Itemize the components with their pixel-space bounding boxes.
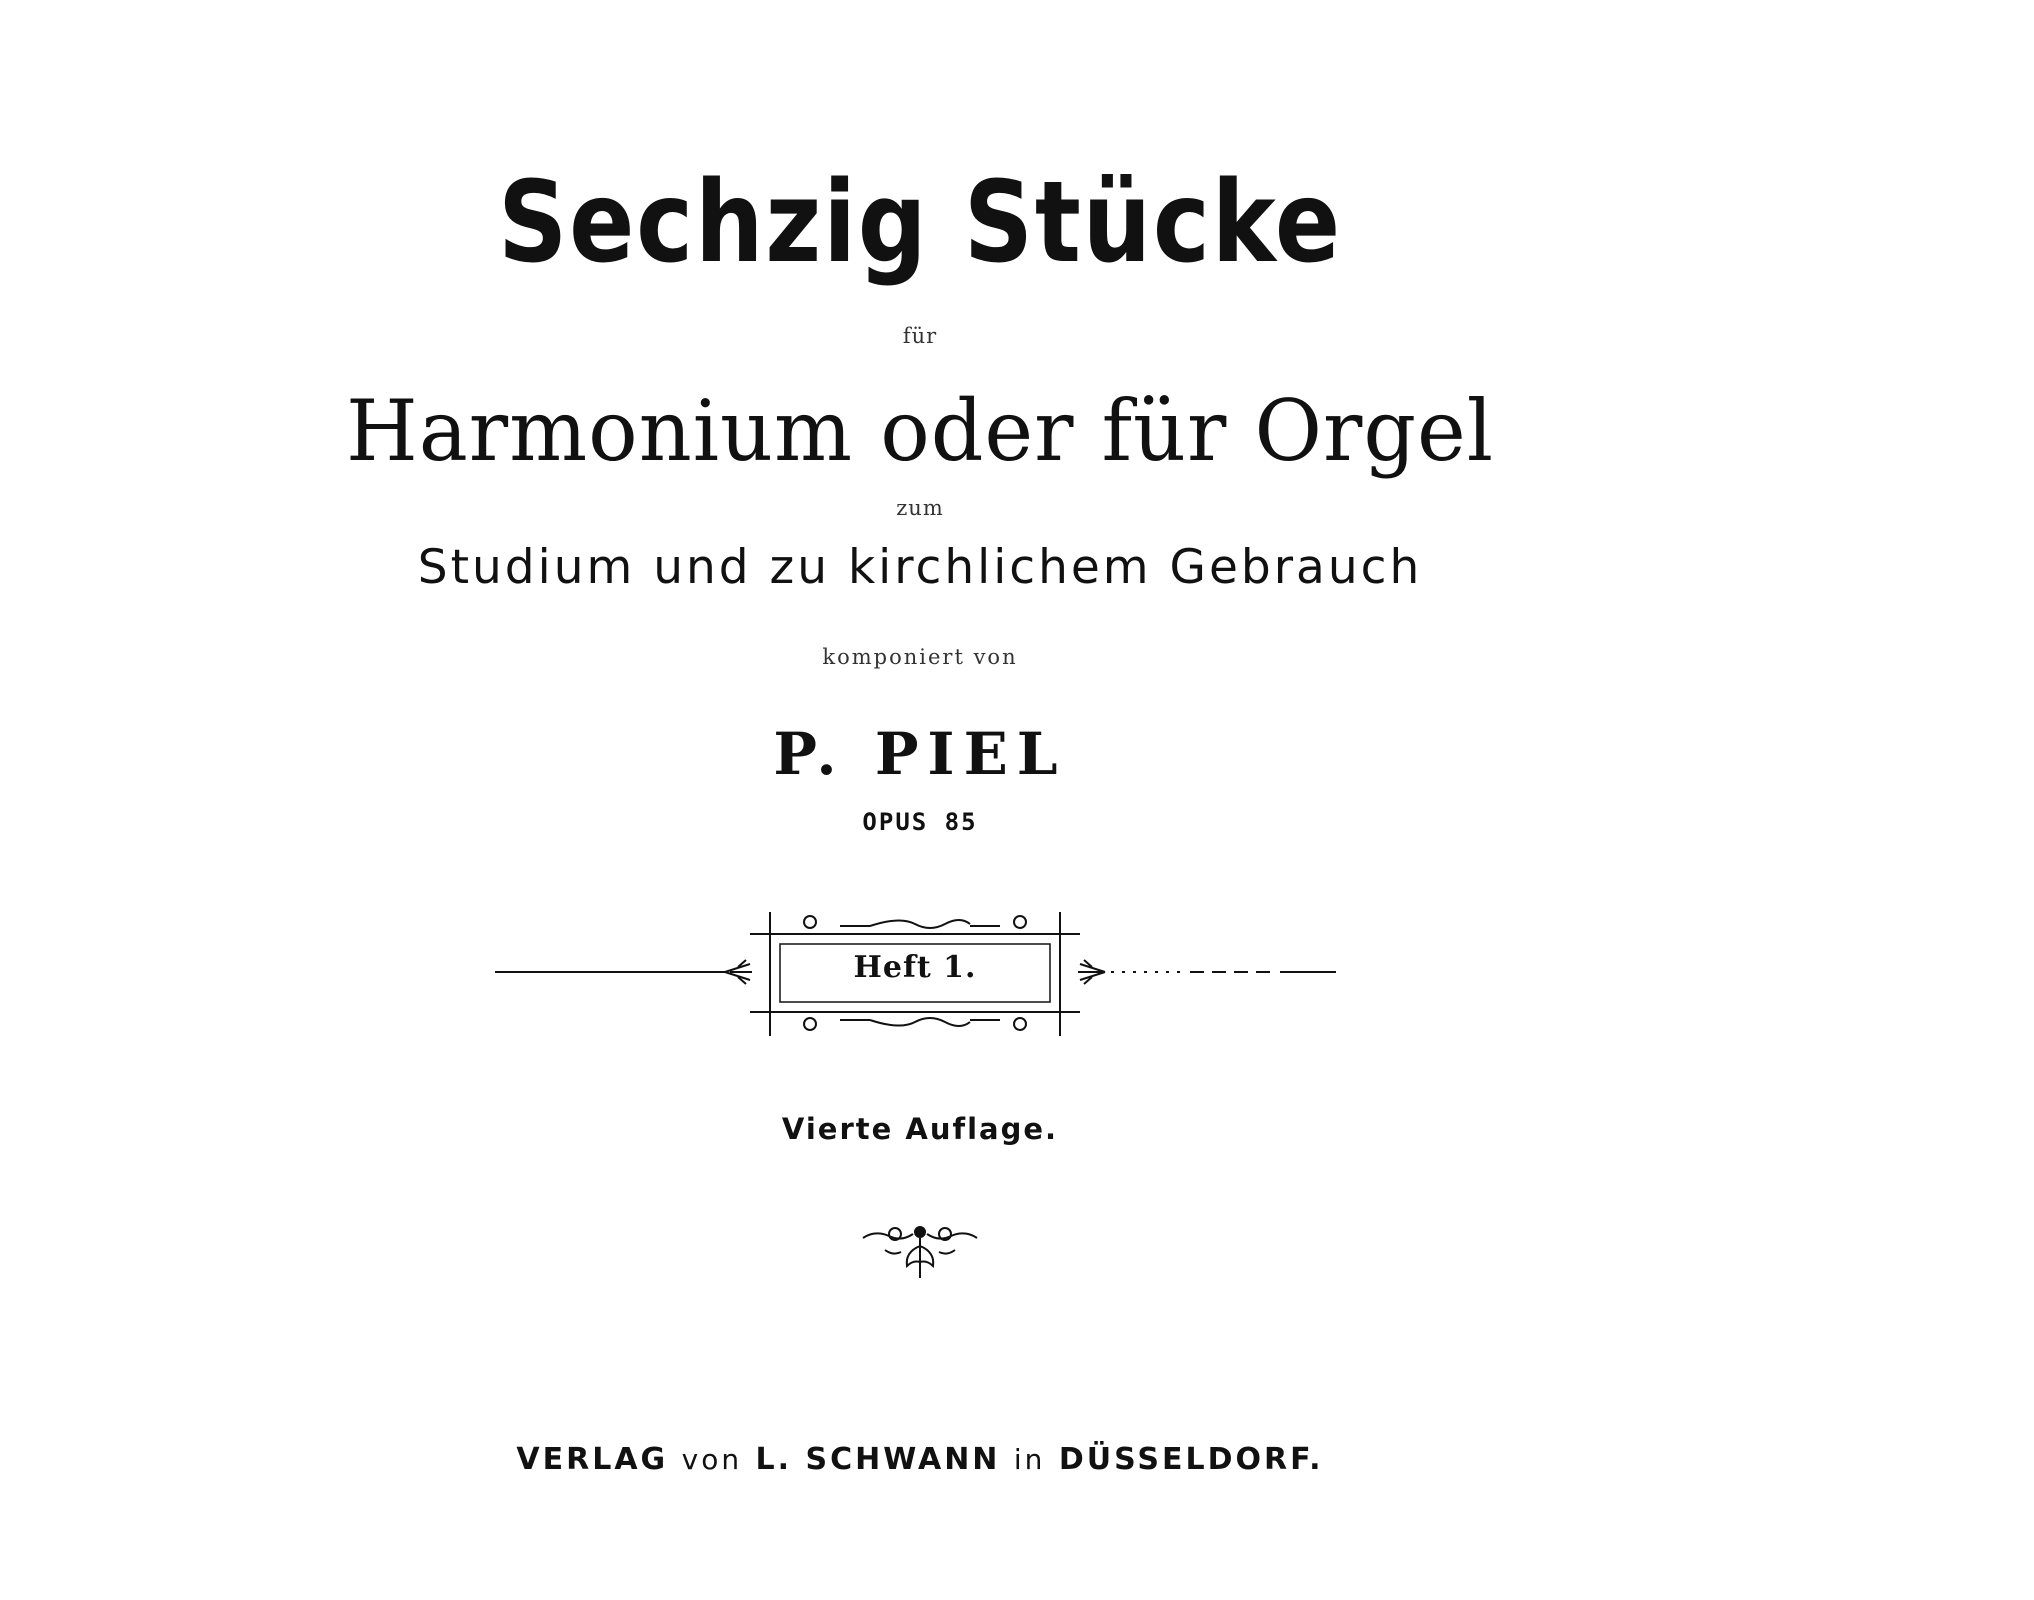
composer-name: P. PIEL [773,720,1067,788]
to-word: zum [896,496,944,520]
composed-by-label: komponiert von [822,645,1018,669]
instrument-line: Harmonium oder für Orgel [345,382,1495,480]
publisher-in: in [1013,1443,1046,1476]
edition-note: Vierte Auflage. [781,1112,1059,1146]
publisher-line [0,1442,1840,1477]
opus-number: OPUS 85 [862,808,978,836]
volume-label: Heft 1. [853,950,977,985]
publisher-von: von [681,1443,743,1476]
fleuron-icon [855,1218,985,1288]
publisher-city: DÜSSELDORF. [1058,1442,1324,1477]
publisher-verlag: VERLAG [516,1442,669,1477]
title: Sechzig Stücke [498,158,1342,288]
purpose-line: Studium und zu kirchlichem Gebrauch [417,540,1423,595]
publisher-name: L. SCHWANN [755,1442,1001,1477]
for-word: für [902,324,938,348]
